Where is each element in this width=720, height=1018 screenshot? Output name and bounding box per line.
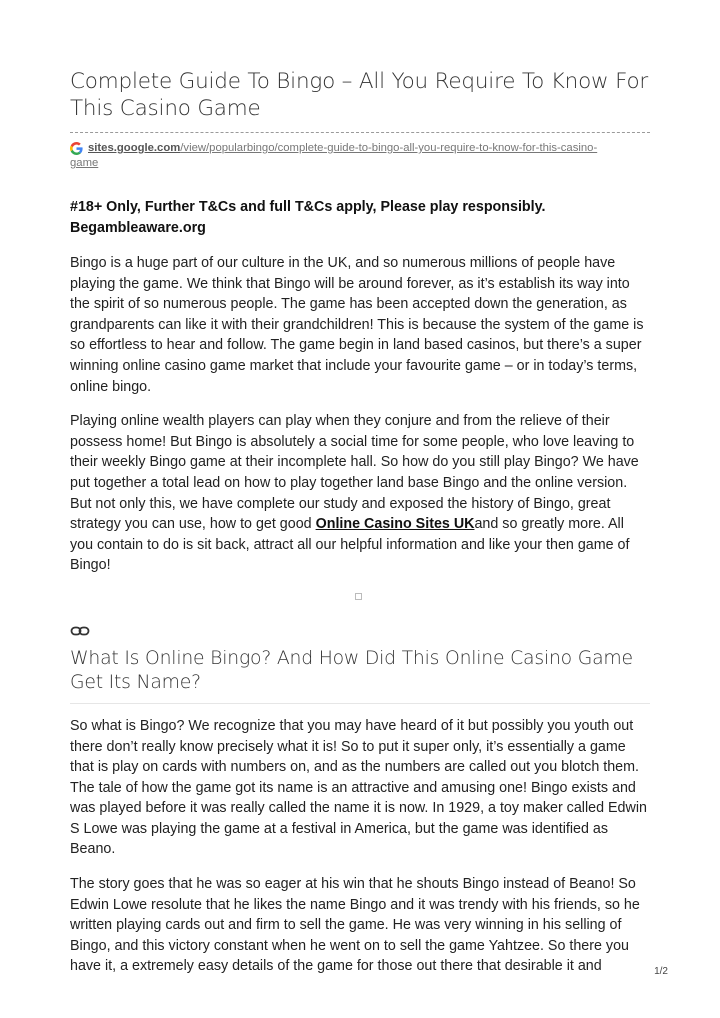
source-host[interactable]: sites.google.com [88,142,181,154]
link-icon[interactable] [70,624,90,638]
title-divider [70,132,650,133]
gambling-notice: #18+ Only, Further T&Cs and full T&Cs apply, Please play responsibly. Begambleaware.org [70,199,546,236]
section-heading: What Is Online Bingo? And How Did This Online Casino Game Get Its Name? [70,647,633,693]
source-path-continued[interactable]: game [70,157,99,169]
source-path[interactable]: /view/popularbingo/complete-guide-to-bingo-all-you-require-to-know-for-this-casino- [180,142,598,154]
image-placeholder-icon [355,593,362,600]
online-casino-sites-link[interactable]: Online Casino Sites UK [315,516,475,533]
page-title: Complete Guide To Bingo – All You Require To Know For This Casino Game [70,69,649,121]
page-number: 1/2 [654,966,668,977]
paragraph-online-text-end: and so greatly more. All you contain to do is sit back, attract all our helpful information and like your then game of Bingo! [70,516,630,574]
section-divider [70,703,650,704]
google-g-icon [70,142,83,155]
paragraph-what-is-bingo: So what is Bingo? We recognize that you may have heard of it but possibly you youth out there don’t really know precisely what it is! So to put it super only, it’s essentially a game that is play on cards with numbers on, and as the numbers are called out you blotch them. The tale of how the game got its name is an attractive and amusing one! Bingo exists and was played before it was really called the name it is now. In 1929, a toy maker called Edwin S Lowe was playing the game at a festival in America, but the game was identified as Beano. [70,717,647,858]
paragraph-story: The story goes that he was so eager at his win that he shouts Bingo instead of Beano! So Edwin Lowe resolute that he likes the name Bingo and it was trendy with his friends, so he written playing cards out and firm to sell the game. He was very winning in his selling of Bingo, and this victory constant when he went on to sell the game Yahtzee. So there you have it, a extremely easy details of the game for those out there that desirable it and [70,876,640,975]
source-link[interactable] [70,141,650,171]
paragraph-online [70,411,650,576]
paragraph-online-text: Playing online wealth players can play when they conjure and from the relieve of their possess home! But Bingo is absolutely a social time for some people, who love leaving to their weekly Bingo game at their incomplete hall. So how do you still play Bingo? We have put together a total lead on how to play together land base Bingo and the online version. But not only this, we have complete our study and exposed the history of Bingo, great strategy you can use, how to get good [70,413,639,533]
article [70,68,650,977]
paragraph-intro: Bingo is a huge part of our culture in the UK, and so numerous millions of people have playing the game. We think that Bingo will be around forever, as it’s establish its way into the spirit of so numerous people. The game has been accepted down the generation, as grandparents can like it with their grandchildren! This is because the system of the game is so effortless to hear and follow. The game begin in land based casinos, but there’s a super winning online casino game market that include your favourite game – or in today’s terms, online bingo. [70,255,644,395]
